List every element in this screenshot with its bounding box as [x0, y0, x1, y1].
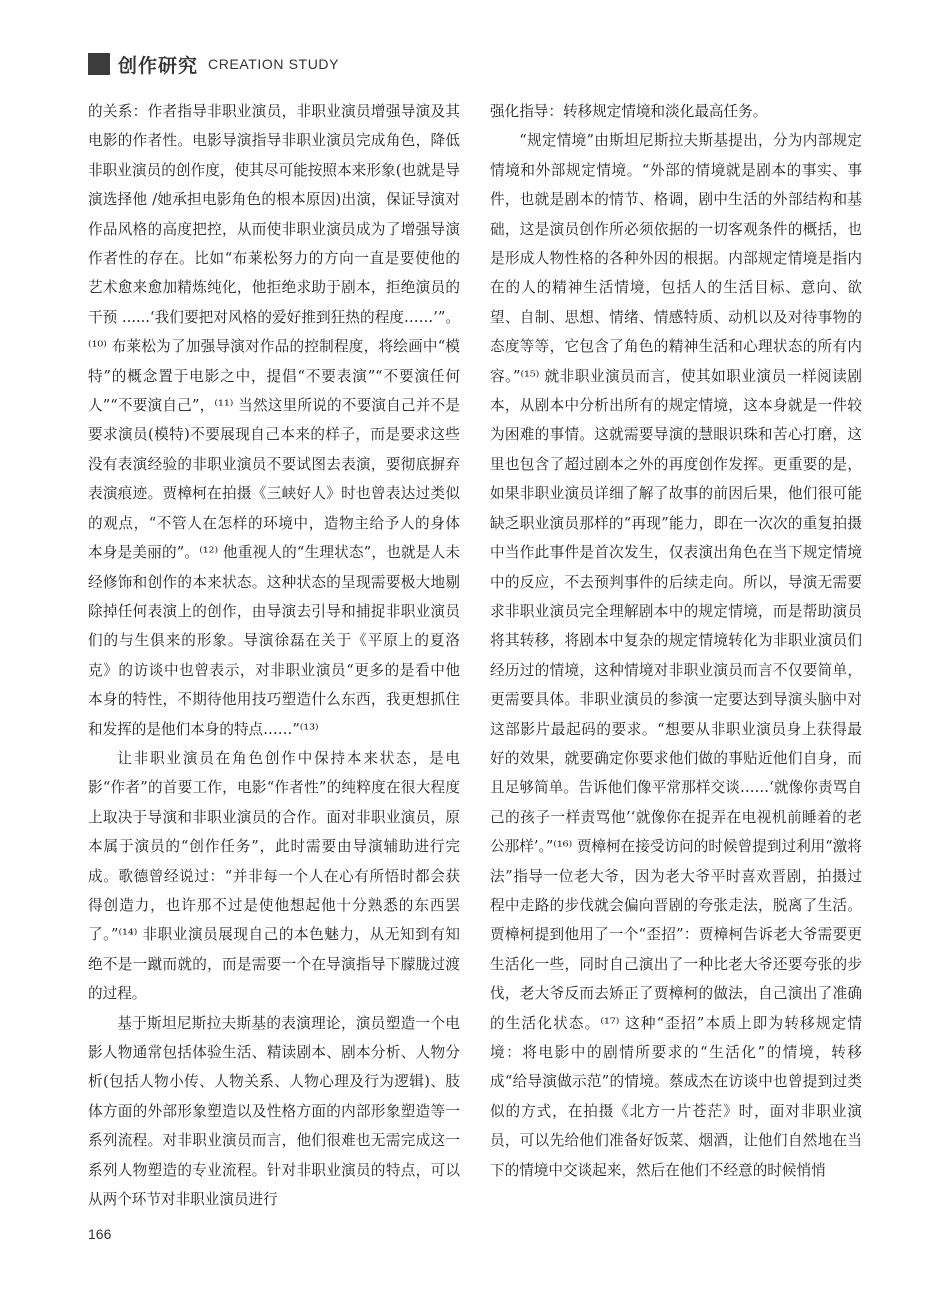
- page-number: 166: [88, 1226, 112, 1242]
- section-header: [88, 50, 339, 78]
- paragraph: “规定情境”由斯坦尼斯拉夫斯基提出，分为内部规定情境和外部规定情境。“外部的情境就是剧本的事实、事件，也就是剧本的情节、格调，剧中生活的外部结构和基础，这是演员创作所必须依据的一切客观条件的概括，也是形成人物性格的各种外因的根据。内部规定情境是指内在的人的精神生活情境，包括人的生活目标、意向、欲望、自制、思想、情绪、情感特质、动机以及对待事物的态度等等，它包含了角色的精神生活和心理状态的所有内容。”⁽¹⁵⁾ 就非职业演员而言，使其如职业演员一样阅读剧本，从剧本中分析出所有的规定情境，这本身就是一件较为困难的事情。这就需要导演的慧眼识珠和苦心打磨，这里也包含了超过剧本之外的再度创作发挥。更重要的是，如果非职业演员详细了解了故事的前因后果，他们很可能缺乏职业演员那样的“再现”能力，即在一次次的重复拍摄中当作此事件是首次发生，仅表演出角色在当下规定情境中的反应，不去预判事件的后续走向。所以，导演无需要求非职业演员完全理解剧本中的规定情境，而是帮助演员将其转移，将剧本中复杂的规定情境转化为非职业演员们经历过的情境，这种情境对非职业演员而言不仅要简单，更需要具体。非职业演员的参演一定要达到导演头脑中对这部影片最起码的要求。“想要从非职业演员身上获得最好的效果，就要确定你要求他们做的事贴近他们自身，而且足够简单。告诉他们像平常那样交谈……‘就像你责骂自己的孩子一样责骂他’‘就像你在捉弄在电视机前睡着的老公那样’。”⁽¹⁶⁾ 贾樟柯在接受访问的时候曾提到过利用“激将法”指导一位老大爷，因为老大爷平时喜欢晋剧，拍摄过程中走路的步伐就会偏向晋剧的夸张走法，脱离了生活。贾樟柯提到他用了一个“歪招”：贾樟柯告诉老大爷需要更生活化一些，同时自己演出了一种比老大爷还要夸张的步伐，老大爷反而去矫正了贾樟柯的做法，自己演出了准确的生活化状态。⁽¹⁷⁾ 这种“歪招”本质上即为转移规定情境：将电影中的剧情所要求的“生活化”的情境，转移成“给导演做示范”的情境。蔡成杰在访谈中也曾提到过类似的方式，在拍摄《北方一片苍茫》时，面对非职业演员，可以先给他们准备好饭菜、烟酒，让他们自然地在当下的情境中交谈起来，然后在他们不经意的时候悄悄: [490, 132, 862, 1179]
- paragraph: 让非职业演员在角色创作中保持本来状态，是电影“作者”的首要工作，电影“作者性”的纯粹度在很大程度上取决于导演和非职业演员的合作。面对非职业演员，原本属于演员的“创作任务”，此时需要由导演辅助进行完成。歌德曾经说过：“并非每一个人在心有所悟时都会获得创造力，也许那不过是使他想起他十分熟悉的东西罢了。”⁽¹⁴⁾ 非职业演员展现自己的本色魅力，从无知到有知绝不是一蹴而就的，而是需要一个在导演指导下朦胧过渡的过程。: [88, 749, 460, 1003]
- paragraph: 的关系：作者指导非职业演员，非职业演员增强导演及其电影的作者性。电影导演指导非职业演员完成角色，降低非职业演员的创作度，使其尽可能按照本来形象(也就是导演选择他 /她承担电影角色的根本原因)出演，保证导演对作品风格的高度把控，从而使非职业演员成为了增强导演作者性的存在。比如“布莱松努力的方向一直是要使他的艺术愈来愈加精炼纯化，他拒绝求助于剧本，拒绝演员的干预 ......‘我们要把对风格的爱好推到狂热的程度……’”。⁽¹⁰⁾ 布莱松为了加强导演对作品的控制程度，将绘画中“模特”的概念置于电影之中，提倡“不要表演”“不要演任何人”“不要演自己”，⁽¹¹⁾ 当然这里所说的不要演自己并不是要求演员(模特)不要展现自己本来的样子，而是要求这些没有表演经验的非职业演员不要试图去表演，要彻底摒弃表演痕迹。贾樟柯在拍摄《三峡好人》时也曾表达过类似的观点，“不管人在怎样的环境中，造物主给予人的身体本身是美丽的”。⁽¹²⁾ 他重视人的“生理状态”，也就是人未经修饰和创作的本来状态。这种状态的呈现需要极大地剔除掉任何表演上的创作，由导演去引导和捕捉非职业演员们的与生俱来的形象。导演徐磊在关于《平原上的夏洛克》的访谈中也曾表示，对非职业演员“更多的是看中他本身的特性，不期待他用技巧塑造什么东西，我更想抓住和发挥的是他们本身的特点……”⁽¹³⁾: [88, 103, 460, 738]
- paragraph: 基于斯坦尼斯拉夫斯基的表演理论，演员塑造一个电影人物通常包括体验生活、精读剧本、剧本分析、人物分析(包括人物小传、人物关系、人物心理及行为逻辑)、肢体方面的外部形象塑造以及性格方面的内部形象塑造等一系列流程。对非职业演员而言，他们很难也无需完成这一系列人物塑造的专业流程。针对非职业演员的特点，可以从两个环节对非职业演员进行: [88, 1014, 460, 1209]
- right-column: [490, 97, 862, 1185]
- header-square-icon: [88, 53, 110, 75]
- paragraph: 强化指导：转移规定情境和淡化最高任务。: [490, 103, 768, 120]
- left-column: [88, 97, 460, 1214]
- header-title-cn: 创作研究: [118, 54, 199, 77]
- header-title-en: CREATION STUDY: [208, 56, 340, 72]
